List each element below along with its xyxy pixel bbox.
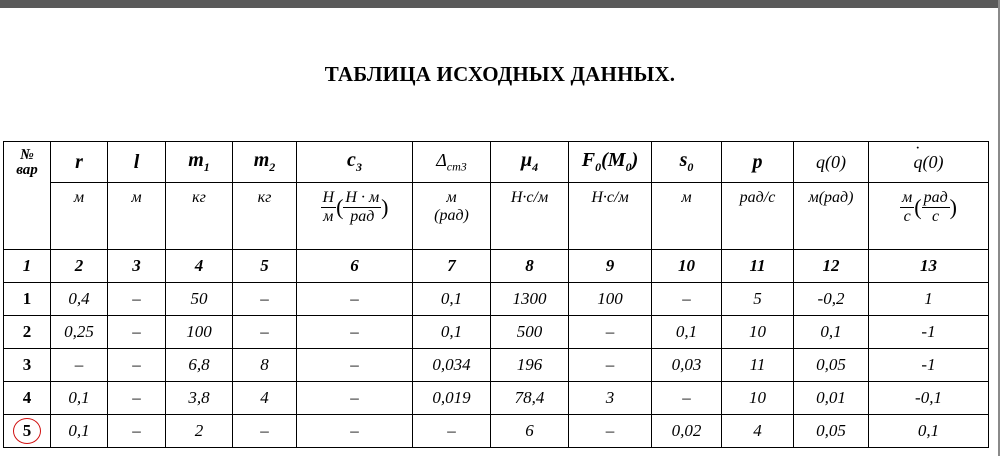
table-cell: 10 <box>722 316 794 349</box>
table-cell: -1 <box>869 316 989 349</box>
column-number: 13 <box>869 250 989 283</box>
unit-l: м <box>108 183 166 250</box>
unit-c3-alt-fraction: $\frac{Н \cdot м}{\text{рад}}$ <box>345 189 380 225</box>
unit-c3: $\frac{Н}{м}$ ( $\frac{Н \cdot м}{\text{рад}}$ ) <box>297 183 413 250</box>
table-cell: – <box>297 382 413 415</box>
table-cell: 50 <box>166 283 233 316</box>
table-cell: 4 <box>233 382 297 415</box>
table-cell: 0,25 <box>51 316 108 349</box>
unit-m1: кг <box>166 183 233 250</box>
table-cell: – <box>108 415 166 448</box>
unit-m2: кг <box>233 183 297 250</box>
table-cell: -0,1 <box>869 382 989 415</box>
unit-s0: м <box>652 183 722 250</box>
unit-qd-fraction: $\frac{м}{с}$ <box>902 189 913 225</box>
header-variant: № вар <box>4 142 51 250</box>
source-data-table <box>3 141 989 448</box>
table-cell: – <box>108 382 166 415</box>
table-cell: 0,01 <box>794 382 869 415</box>
unit-delta: м (рад) <box>413 183 491 250</box>
table-cell: 0,05 <box>794 349 869 382</box>
unit-q0: м(рад) <box>794 183 869 250</box>
table-cell: -0,2 <box>794 283 869 316</box>
highlight-circle: 5 <box>13 418 41 444</box>
table-cell: – <box>297 349 413 382</box>
table-cell: 3,8 <box>166 382 233 415</box>
page-title: ТАБЛИЦА ИСХОДНЫХ ДАННЫХ. <box>324 62 676 86</box>
column-number: 8 <box>491 250 569 283</box>
table-cell: 3 <box>569 382 652 415</box>
table-cell: 0,034 <box>413 349 491 382</box>
table-cell: 1 <box>869 283 989 316</box>
table-row <box>4 415 989 448</box>
table-row <box>4 382 989 415</box>
header-f0: $F_0(M_0)$ <box>569 142 652 183</box>
table-cell: 500 <box>491 316 569 349</box>
table-cell: – <box>569 316 652 349</box>
variant-number: 1 <box>4 283 51 316</box>
unit-mu4: Н·с/м <box>491 183 569 250</box>
header-r: r <box>51 142 108 183</box>
table-cell: – <box>233 415 297 448</box>
window-top-bar <box>0 0 1000 8</box>
table-cell: 0,1 <box>413 316 491 349</box>
table-cell: – <box>108 283 166 316</box>
header-m1: $m_1$ <box>166 142 233 183</box>
table-cell: 0,1 <box>869 415 989 448</box>
variant-number-highlighted <box>4 415 51 448</box>
unit-qdot0: $\frac{м}{с}$ ( $\frac{\text{рад}}{с}$ ) <box>869 183 989 250</box>
column-number: 10 <box>652 250 722 283</box>
unit-p: рад/с <box>722 183 794 250</box>
header-q0: q(0) <box>794 142 869 183</box>
table-cell: 0,4 <box>51 283 108 316</box>
table-cell: 100 <box>569 283 652 316</box>
column-number: 4 <box>166 250 233 283</box>
table-cell: – <box>297 316 413 349</box>
table-cell: 100 <box>166 316 233 349</box>
variant-number: 3 <box>4 349 51 382</box>
unit-qd-alt-fraction: $\frac{\text{рад}}{с}$ <box>923 189 948 225</box>
table-cell: – <box>297 283 413 316</box>
header-l: l <box>108 142 166 183</box>
table-cell: 5 <box>722 283 794 316</box>
column-number: 1 <box>4 250 51 283</box>
table-cell: 0,1 <box>794 316 869 349</box>
column-number: 11 <box>722 250 794 283</box>
units-row <box>4 183 989 250</box>
header-mu4: $\mu_4$ <box>491 142 569 183</box>
header-s0: $s_0$ <box>652 142 722 183</box>
table-cell: 196 <box>491 349 569 382</box>
column-number: 9 <box>569 250 652 283</box>
table-cell: – <box>652 283 722 316</box>
table-cell: – <box>297 415 413 448</box>
header-qdot0: · q(0) <box>869 142 989 183</box>
table-cell: 0,02 <box>652 415 722 448</box>
table-cell: – <box>569 415 652 448</box>
table-row <box>4 349 989 382</box>
table-cell: – <box>569 349 652 382</box>
table-cell: – <box>51 349 108 382</box>
table-cell: 0,05 <box>794 415 869 448</box>
table-cell: 0,019 <box>413 382 491 415</box>
header-m2: $m_2$ <box>233 142 297 183</box>
table-cell: 6,8 <box>166 349 233 382</box>
table-cell: 1300 <box>491 283 569 316</box>
table-cell: 0,1 <box>652 316 722 349</box>
table-cell: – <box>233 283 297 316</box>
column-number: 6 <box>297 250 413 283</box>
table-cell: 78,4 <box>491 382 569 415</box>
column-number: 2 <box>51 250 108 283</box>
variant-number: 4 <box>4 382 51 415</box>
table-cell: – <box>413 415 491 448</box>
column-number: 5 <box>233 250 297 283</box>
column-number: 12 <box>794 250 869 283</box>
table-cell: 0,1 <box>51 415 108 448</box>
table-cell: 2 <box>166 415 233 448</box>
table-cell: – <box>233 316 297 349</box>
table-cell: 0,1 <box>51 382 108 415</box>
column-number: 3 <box>108 250 166 283</box>
table-cell: 8 <box>233 349 297 382</box>
unit-f0: Н·с/м <box>569 183 652 250</box>
table-cell: 11 <box>722 349 794 382</box>
table-row <box>4 283 989 316</box>
table-cell: 6 <box>491 415 569 448</box>
column-number: 7 <box>413 250 491 283</box>
table-cell: 10 <box>722 382 794 415</box>
unit-r: м <box>51 183 108 250</box>
table-cell: 0,1 <box>413 283 491 316</box>
table-cell: 4 <box>722 415 794 448</box>
table-cell: -1 <box>869 349 989 382</box>
variant-number: 2 <box>4 316 51 349</box>
table-cell: 0,03 <box>652 349 722 382</box>
table-cell: – <box>108 349 166 382</box>
header-p: p <box>722 142 794 183</box>
column-number-row <box>4 250 989 283</box>
header-row <box>4 142 989 183</box>
header-c3: $c_3$ <box>297 142 413 183</box>
header-delta: $\Delta_{ст3}$ <box>413 142 491 183</box>
unit-c3-fraction: $\frac{Н}{м}$ <box>322 189 335 225</box>
table-cell: – <box>652 382 722 415</box>
table-row <box>4 316 989 349</box>
table-cell: – <box>108 316 166 349</box>
